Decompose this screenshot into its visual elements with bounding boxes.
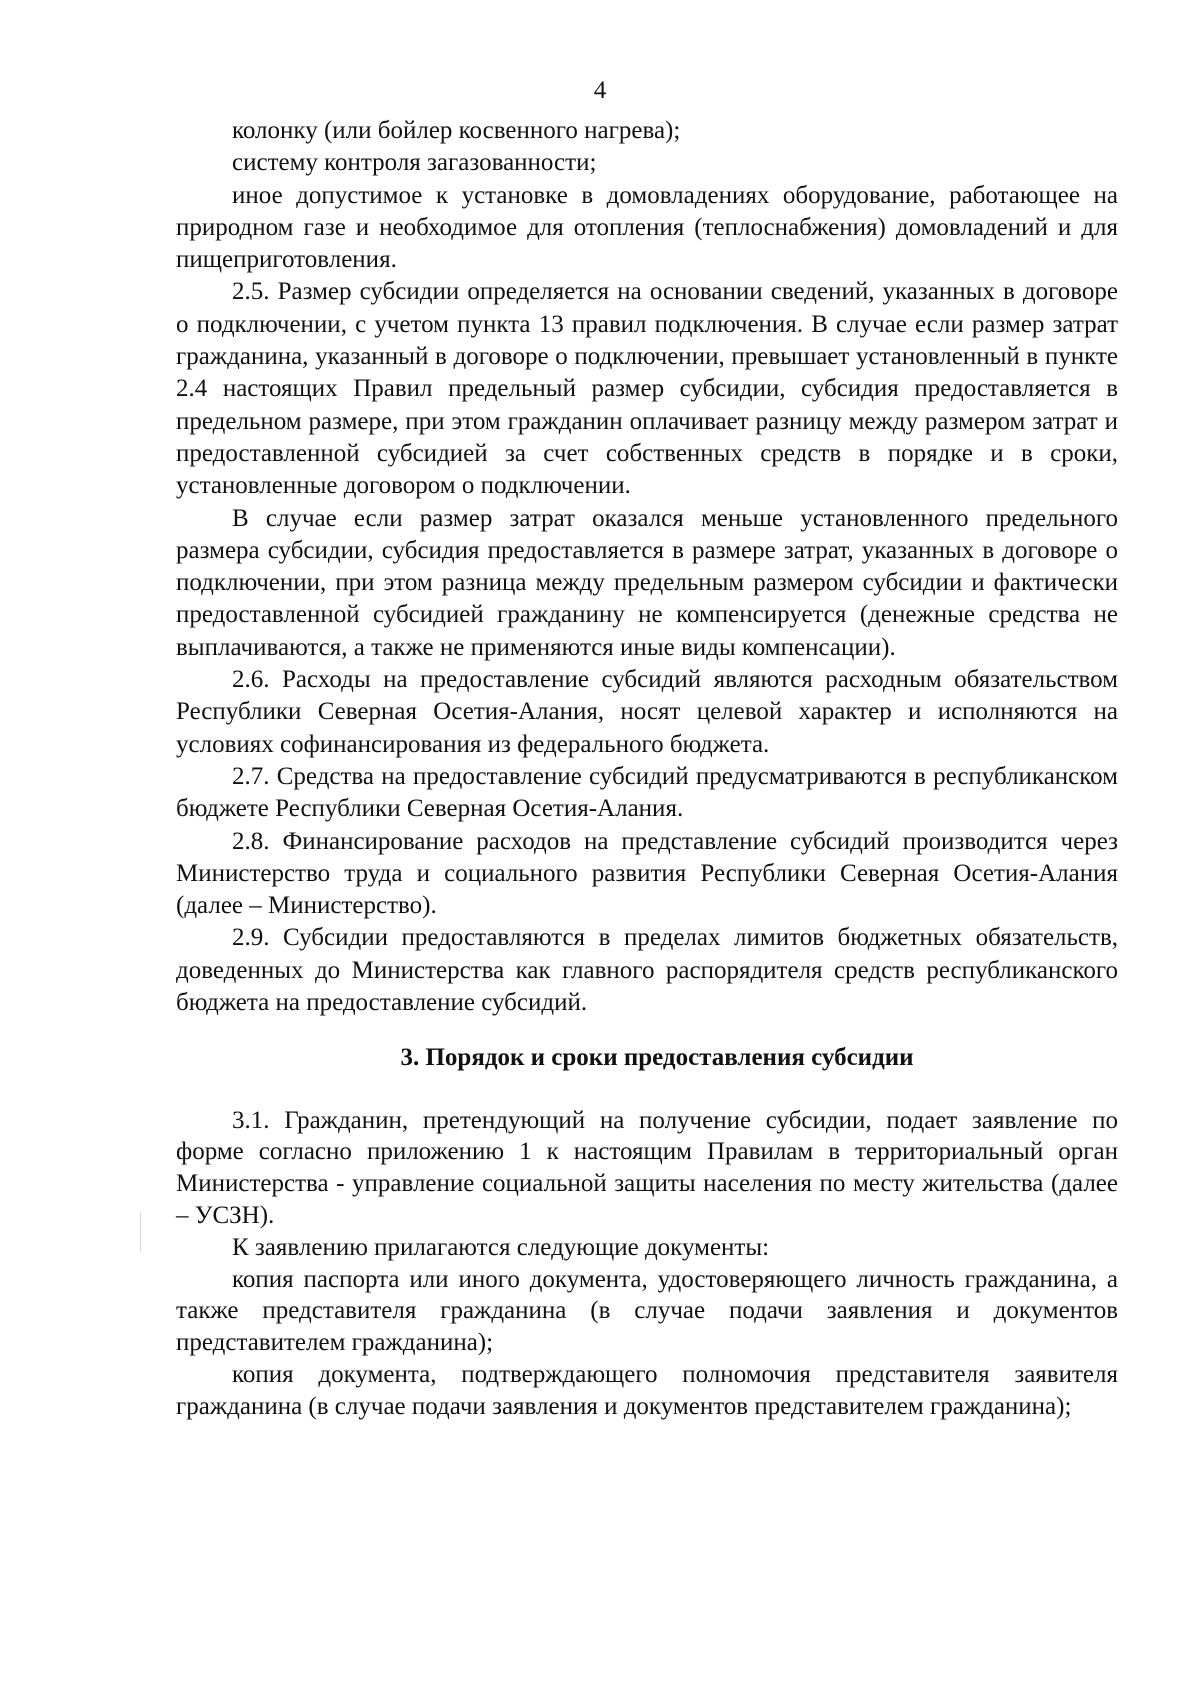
paragraph-other-equipment: иное допустимое к установке в домовладениях оборудование, работающее на природном газе и необходимое для отопления (теплоснабжения) домовладений и для пищеприготовления. [176,181,1118,274]
paragraph-2-6: 2.6. Расходы на предоставление субсидий являются расходным обязательством Республики Северная Осетия-Алания, носят целевой характер и исполняются на условиях софинансирования из федерального бюджета. [176,666,1118,758]
paragraph-authority-copy: копия документа, подтверждающего полномочия представителя заявителя гражданина (в случае подачи заявления и документов представителем гражданина); [176,1360,1118,1420]
document-body [176,115,1118,1423]
paragraph-boiler: колонку (или бойлер косвенного нагрева); [232,117,681,144]
paragraph-2-5: 2.5. Размер субсидии определяется на основании сведений, указанных в договоре о подключении, с учетом пункта 13 правил подключения. В случае если размер затрат гражданина, указанный в договоре о подключении, превышает установленный в пункте 2.4 настоящих Правил предельный размер субсидии, субсидия предоставляется в предельном размере, при этом гражданин оплачивает разницу между размером затрат и предоставленной субсидией за счет собственных средств в порядке и в сроки, установленные договором о подключении. [176,278,1118,500]
paragraph-3-1: 3.1. Гражданин, претендующий на получение субсидии, подает заявление по форме согласно приложению 1 к настоящим Правилам в территориальный орган Министерства - управление социальной защиты населения по месту жительства (далее – УСЗН). [176,1106,1118,1229]
paragraph-gas-control: систему контроля загазованности; [232,149,597,177]
paragraph-2-8: 2.8. Финансирование расходов на представление субсидий производится через Министерство труда и социального развития Республики Северная Осетия-Алания (далее – Министерство). [176,827,1118,920]
paragraph-attachments: К заявлению прилагаются следующие документы: [232,1233,770,1261]
paragraph-passport-copy: копия паспорта или иного документа, удостоверяющего личность гражданина, а также представителя гражданина (в случае подачи заявления и документов представителем гражданина); [176,1265,1118,1357]
spacer [176,1075,1118,1105]
paragraph-2-7: 2.7. Средства на предоставление субсидий предусматриваются в республиканском бюджете Республики Северная Осетия-Алания. [176,762,1118,823]
paragraph-cost-less: В случае если размер затрат оказался меньше установленного предельного размера субсидии, субсидия предоставляется в размере затрат, указанных в договоре о подключении, при этом разница между предельным размером субсидии и фактически предоставленной субсидией гражданину не компенсируется (денежные средства не выплачиваются, а также не применяются иные виды компенсации). [176,504,1118,661]
spacer [176,1019,1118,1042]
section-heading: 3. Порядок и сроки предоставления субсидии [400,1044,914,1072]
scan-margin-mark [140,1212,141,1252]
paragraph-2-9: 2.9. Субсидии предоставляются в пределах лимитов бюджетных обязательств, доведенных до Министерства как главного распорядителя средств республиканского бюджета на предоставление субсидий. [176,924,1118,1017]
page-number: 4 [593,77,607,104]
